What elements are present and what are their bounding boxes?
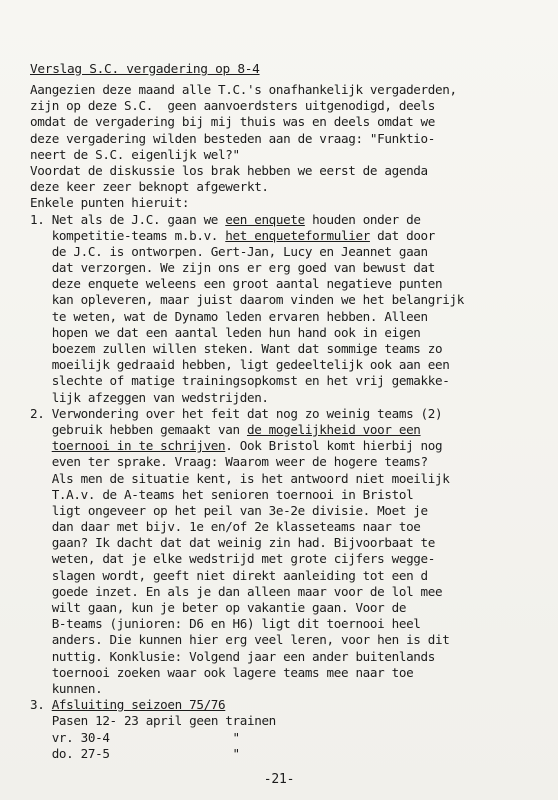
item1-line bbox=[30, 325, 464, 341]
item1-text: kan opleveren, maar juist daarom vinden we het belangrijk bbox=[30, 292, 464, 308]
item2-line bbox=[30, 454, 464, 470]
intro-line bbox=[30, 147, 464, 163]
item2-text: gebruik hebben gemaakt van bbox=[30, 421, 247, 437]
schedule-date: 27-5 bbox=[80, 745, 233, 761]
item1-line bbox=[30, 390, 464, 406]
intro-line bbox=[30, 82, 464, 98]
item2-text: weten, dat je elke wedstrijd met grote cijfers wegge- bbox=[30, 551, 435, 567]
item2-line bbox=[30, 471, 464, 487]
schedule-date: 30-4 bbox=[80, 729, 233, 745]
document-title: Verslag S.C. vergadering op 8-4 bbox=[30, 62, 260, 77]
item2-text: even ter sprake. Vraag: Waarom weer de hogere teams? bbox=[30, 454, 428, 470]
item3-heading: Afsluiting seizoen 75/76 bbox=[51, 697, 226, 713]
schedule-day: vr. bbox=[30, 729, 81, 745]
item1-line bbox=[30, 228, 464, 244]
item2-line bbox=[30, 681, 464, 697]
item2-line bbox=[30, 665, 464, 681]
intro-text: deze keer zeer beknopt afgewerkt. bbox=[30, 179, 269, 195]
item2-line bbox=[30, 584, 464, 600]
item2-text: 2. Verwondering over het feit dat nog zo weinig teams (2) bbox=[30, 405, 443, 421]
item1-text: te weten, wat de Dynamo leden ervaren hebben. Alleen bbox=[30, 308, 428, 324]
item2-line bbox=[30, 438, 464, 454]
item1-line bbox=[30, 260, 464, 276]
item2-underlined-text: toernooi in te schrijven bbox=[51, 438, 226, 454]
schedule-day: do. bbox=[30, 745, 81, 761]
schedule-day: Pasen bbox=[30, 713, 96, 729]
item2-text: ligt ongeveer op het peil van 3e-2e divisie. Moet je bbox=[30, 502, 428, 518]
schedule-row bbox=[30, 730, 464, 746]
item2-line bbox=[30, 503, 464, 519]
item1-line bbox=[30, 341, 464, 357]
item2-line bbox=[30, 422, 464, 438]
item2-line bbox=[30, 551, 464, 567]
intro-text: omdat de vergadering bij mij thuis was en deels omdat we bbox=[30, 114, 435, 130]
item2-text: anders. Die kunnen hier erg veel leren, voor hen is dit bbox=[30, 632, 450, 648]
item2-line bbox=[30, 600, 464, 616]
item2-line bbox=[30, 616, 464, 632]
item1-text: deze enquete weleens een groot aantal negatieve punten bbox=[30, 276, 443, 292]
item2-text: gaan? Ik dacht dat dat weinig zin had. Bijvoorbaat te bbox=[30, 535, 435, 551]
intro-line bbox=[30, 98, 464, 114]
item1-underlined-text: een enquete bbox=[225, 211, 305, 227]
schedule-activity: " bbox=[232, 729, 240, 745]
schedule-row bbox=[30, 746, 464, 762]
item2-line bbox=[30, 487, 464, 503]
intro-line bbox=[30, 195, 464, 211]
item2-text: dan daar met bijv. 1e en/of 2e klasseteams naar toe bbox=[30, 519, 421, 535]
item1-line bbox=[30, 276, 464, 292]
item2-text: goede inzet. En als je dan alleen maar voor de lol mee bbox=[30, 583, 443, 599]
item1-text: de J.C. is ontworpen. Gert-Jan, Lucy en Jeannet gaan bbox=[30, 243, 428, 259]
item1-text: dat verzorgen. We zijn ons er erg goed van bewust dat bbox=[30, 260, 435, 276]
item1-line bbox=[30, 212, 464, 228]
item1-text: kompetitie-teams m.b.v. bbox=[30, 227, 226, 243]
item1-line bbox=[30, 292, 464, 308]
item2-underlined-text: de mogelijkheid voor een bbox=[246, 421, 421, 437]
item2-line bbox=[30, 519, 464, 535]
intro-text: zijn op deze S.C. geen aanvoerdsters uitgenodigd, deels bbox=[30, 98, 435, 114]
page-number: -21- bbox=[263, 772, 295, 787]
item2-text: nuttig. Konklusie: Volgend jaar een ander buitenlands bbox=[30, 648, 435, 664]
item3-number: 3. bbox=[30, 697, 52, 713]
item2-text: B-teams (junioren: D6 en H6) ligt dit toernooi heel bbox=[30, 616, 421, 632]
intro-line bbox=[30, 163, 464, 179]
item2-text: wilt gaan, kun je beter op vakantie gaan. Voor de bbox=[30, 600, 407, 615]
item1-text: moeilijk gedraaid hebben, ligt gedeeltelijk ook aan een bbox=[30, 357, 450, 373]
item1-text: 1. Net als de J.C. gaan we bbox=[30, 211, 226, 227]
schedule-activity: geen trainen bbox=[189, 713, 276, 729]
item1-underlined-text: het enqueteformulier bbox=[225, 227, 370, 243]
intro-text: Aangezien deze maand alle T.C.'s onafhankelijk vergaderden, bbox=[30, 82, 457, 97]
intro-text: Voordat de diskussie los brak hebben we eerst de agenda bbox=[30, 162, 428, 178]
item2-text: toernooi zoeken waar ook lagere teams mee naar toe bbox=[30, 664, 414, 680]
item1-line bbox=[30, 309, 464, 325]
schedule-activity: " bbox=[232, 745, 240, 761]
item2-line bbox=[30, 406, 464, 422]
intro-text: deze vergadering wilden besteden aan de vraag: "Funktio- bbox=[30, 130, 435, 146]
intro-text: neert de S.C. eigenlijk wel?" bbox=[30, 146, 240, 162]
intro-line bbox=[30, 131, 464, 147]
item1-text: houden onder de bbox=[304, 211, 421, 227]
item2-text: slagen wordt, geeft niet direkt aanleiding tot een d bbox=[30, 567, 428, 583]
item2-line bbox=[30, 632, 464, 648]
item2-line bbox=[30, 535, 464, 551]
item1-text: hopen we dat een aantal leden hun hand ook in eigen bbox=[30, 324, 421, 340]
item1-line bbox=[30, 244, 464, 260]
schedule-row bbox=[30, 713, 464, 729]
item1-text: boezem zullen willen steken. Want dat sommige teams zo bbox=[30, 341, 443, 356]
item2-text: Als men de situatie kent, is het antwoord niet moeilijk bbox=[30, 470, 450, 486]
item2-line bbox=[30, 649, 464, 665]
item1-text: lijk afzeggen van wedstrijden. bbox=[30, 389, 269, 405]
schedule-date: 12- 23 april bbox=[95, 713, 190, 729]
item2-text: kunnen. bbox=[30, 680, 103, 696]
document-body bbox=[30, 82, 464, 762]
intro-line bbox=[30, 114, 464, 130]
item1-line bbox=[30, 373, 464, 389]
intro-line bbox=[30, 179, 464, 195]
intro-text: Enkele punten hieruit: bbox=[30, 195, 190, 211]
item1-text: dat door bbox=[369, 227, 436, 243]
item2-text: T.A.v. de A-teams het senioren toernooi in Bristol bbox=[30, 486, 414, 502]
item3-heading-line bbox=[30, 697, 464, 713]
item2-line bbox=[30, 568, 464, 584]
item2-text bbox=[30, 438, 52, 453]
item1-line bbox=[30, 357, 464, 373]
item2-text: . Ook Bristol komt hierbij nog bbox=[225, 438, 443, 454]
item1-text: slechte of matige trainingsopkomst en het vrij gemakke- bbox=[30, 373, 450, 389]
